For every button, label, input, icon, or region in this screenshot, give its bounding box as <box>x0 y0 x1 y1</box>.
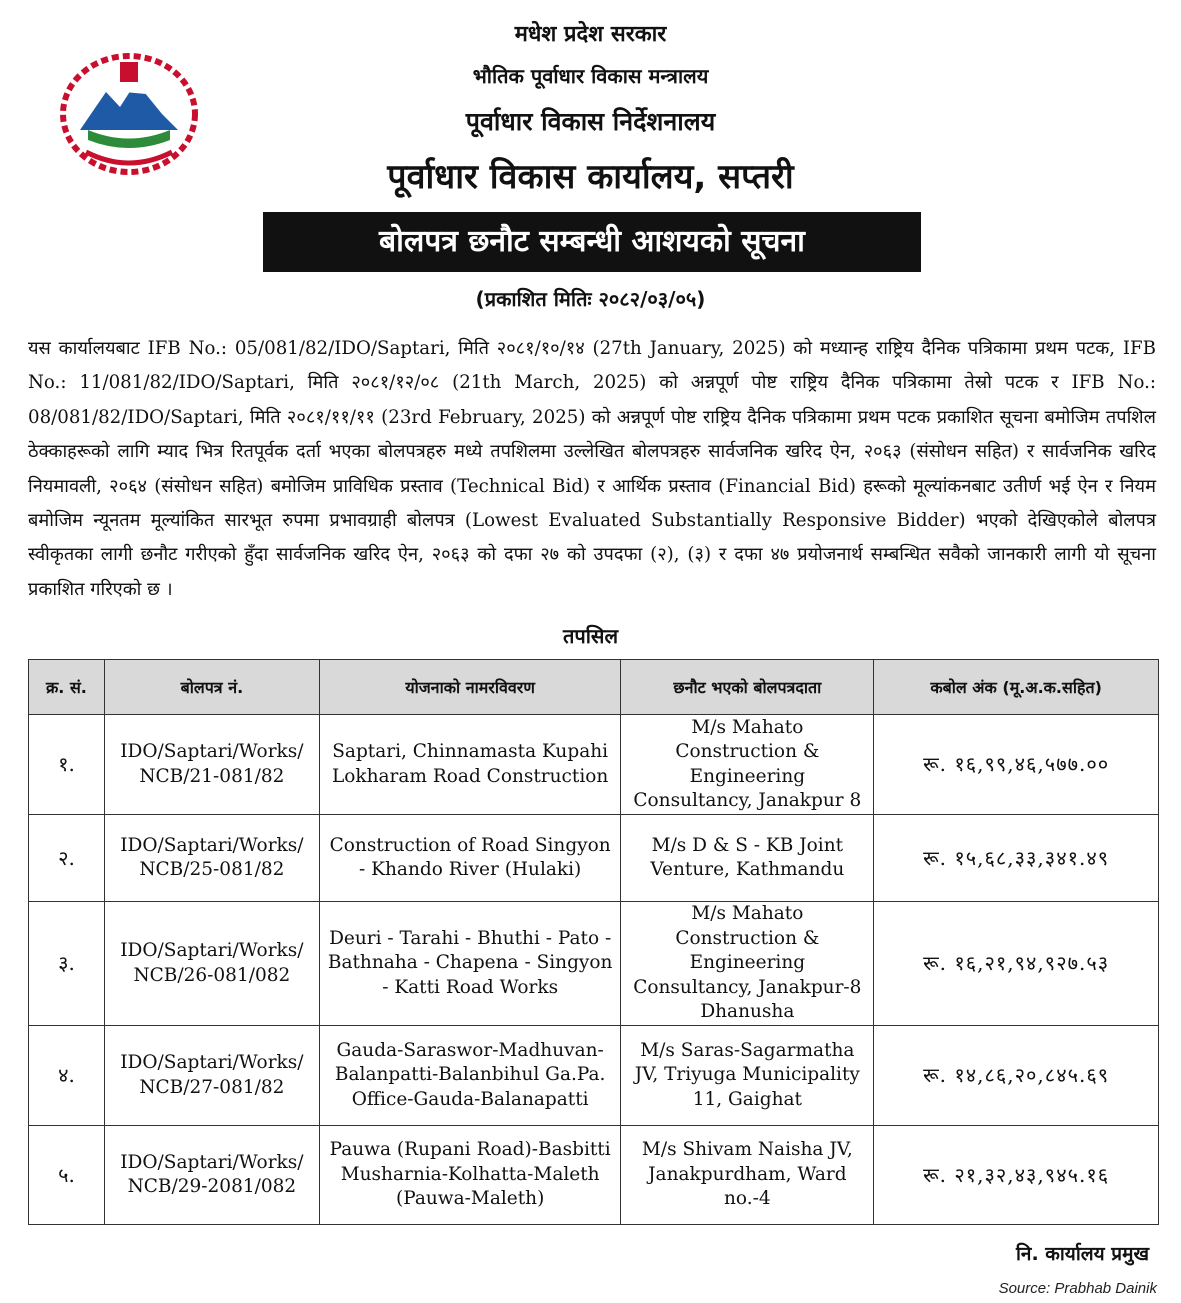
cell-bidder: M/s Saras-Sagarmatha JV, Triyuga Municipality 11, Gaighat <box>621 1026 874 1126</box>
cell-project: Pauwa (Rupani Road)-Basbitti Musharnia-Kolhatta-Maleth (Pauwa-Maleth) <box>319 1126 621 1225</box>
cell-bid-no: IDO/Saptari/Works/ NCB/29-2081/082 <box>104 1126 319 1225</box>
ministry-name: भौतिक पूर्वाधार विकास मन्त्रालय <box>472 64 709 88</box>
table-header-row <box>29 660 1159 715</box>
cell-bid-no: IDO/Saptari/Works/ NCB/27-081/82 <box>104 1026 319 1126</box>
cell-amount: रू. २१,३२,४३,९४५.१६ <box>874 1126 1159 1225</box>
table-row <box>29 1026 1159 1126</box>
source-credit: Source: Prabhab Dainik <box>998 1280 1157 1297</box>
cell-amount: रू. १६,२१,९४,९२७.५३ <box>874 902 1159 1026</box>
province-name: मधेश प्रदेश सरकार <box>514 22 667 47</box>
cell-bid-no: IDO/Saptari/Works/ NCB/21-081/82 <box>104 715 319 815</box>
cell-amount: रू. १४,८६,२०,८४५.६९ <box>874 1026 1159 1126</box>
office-chief-signature: नि. कार्यालय प्रमुख <box>1016 1243 1149 1265</box>
col-header-project: योजनाको नामरविवरण <box>319 660 621 715</box>
cell-sn: ३. <box>29 902 105 1026</box>
cell-bidder: M/s Mahato Construction & Engineering Consultancy, Janakpur 8 <box>621 715 874 815</box>
notice-paragraph: यस कार्यालयबाट IFB No.: 05/081/82/IDO/Saptari, मिति २०८१/१०/१४ (27th January, 2025) को मध्यान्ह राष्ट्रिय दैनिक पत्रिकामा प्रथम पटक, IFB No.: 11/081/82/IDO/Saptari, मिति २०८१/१२/०८ (21th March, 2025) को अन्नपूर्ण पोष्ट राष्ट्रिय दैनिक पत्रिकामा तेस्रो पटक र IFB No.: 08/081/82/IDO/Saptari, मिति २०८१/११/११ (23rd February, 2025) को अन्नपूर्ण पोष्ट राष्ट्रिय दैनिक पत्रिकामा प्रथम पटक प्रकाशित सूचना बमोजिम तपशिल ठेक्काहरूको लागि म्याद भित्र रितपूर्वक दर्ता भएका बोलपत्रहरु मध्ये तपशिलमा उल्लेखित बोलपत्रहरु सार्वजनिक खरिद ऐन, २०६३ (संसोधन सहित) र सार्वजनिक खरिद नियमावली, २०६४ (संसोधन सहित) बमोजिम प्राविधिक प्रस्ताव (Technical Bid) र आर्थिक प्रस्ताव (Financial Bid) हरूको मूल्यांकनबाट उतीर्ण भई ऐन र नियम बमोजिम न्यूनतम मूल्यांकित सारभूत रुपमा प्रभावग्राही बोलपत्र (Lowest Evaluated Substantially Responsive Bidder) भएको देखिएकोले बोलपत्र स्वीकृतका लागी छनौट गरीएको हुँदा सार्वजनिक खरिद ऐन, २०६३ को दफा २७ को उपदफा (२), (३) र दफा ४७ प्रयोजनार्थ सम्बन्धित सवैको जानकारी लागी यो सूचना प्रकाशित गरिएको छ । <box>28 338 1156 600</box>
cell-amount: रू. १६,९९,४६,५७७.०० <box>874 715 1159 815</box>
col-header-sn: क्र. सं. <box>29 660 105 715</box>
cell-sn: ५. <box>29 1126 105 1225</box>
table-title: तपसिल <box>562 624 619 648</box>
cell-project: Gauda-Saraswor-Madhuvan-Balanpatti-Balanbihul Ga.Pa. Office-Gauda-Balanapatti <box>319 1026 621 1126</box>
cell-bid-no: IDO/Saptari/Works/ NCB/26-081/082 <box>104 902 319 1026</box>
cell-bid-no: IDO/Saptari/Works/ NCB/25-081/82 <box>104 815 319 902</box>
cell-sn: ४. <box>29 1026 105 1126</box>
table-row <box>29 1126 1159 1225</box>
col-header-bidder: छनौट भएको बोलपत्रदाता <box>621 660 874 715</box>
directorate-name: पूर्वाधार विकास निर्देशनालय <box>465 107 716 136</box>
table-row <box>29 715 1159 815</box>
table-row <box>29 902 1159 1026</box>
cell-project: Deuri - Tarahi - Bhuthi - Pato - Bathnaha - Chapena - Singyon - Katti Road Works <box>319 902 621 1026</box>
cell-project: Construction of Road Singyon - Khando River (Hulaki) <box>319 815 621 902</box>
cell-sn: १. <box>29 715 105 815</box>
col-header-bid-no: बोलपत्र नं. <box>104 660 319 715</box>
bid-award-table <box>28 659 1159 1225</box>
cell-bidder: M/s D & S - KB Joint Venture, Kathmandu <box>621 815 874 902</box>
table-row <box>29 815 1159 902</box>
cell-bidder: M/s Shivam Naisha JV, Janakpurdham, Ward no.-4 <box>621 1126 874 1225</box>
cell-amount: रू. १५,६८,३३,३४१.४९ <box>874 815 1159 902</box>
cell-sn: २. <box>29 815 105 902</box>
publication-date: (प्रकाशित मितिः २०८२/०३/०५) <box>475 287 706 311</box>
notice-title-banner: बोलपत्र छनौट सम्बन्धी आशयको सूचना <box>263 212 921 272</box>
office-name: पूर्वाधार विकास कार्यालय, सप्तरी <box>387 157 794 197</box>
cell-bidder: M/s Mahato Construction & Engineering Consultancy, Janakpur-8 Dhanusha <box>621 902 874 1026</box>
col-header-amount: कबोल अंक (मू.अ.क.सहित) <box>874 660 1159 715</box>
cell-project: Saptari, Chinnamasta Kupahi Lokharam Road Construction <box>319 715 621 815</box>
